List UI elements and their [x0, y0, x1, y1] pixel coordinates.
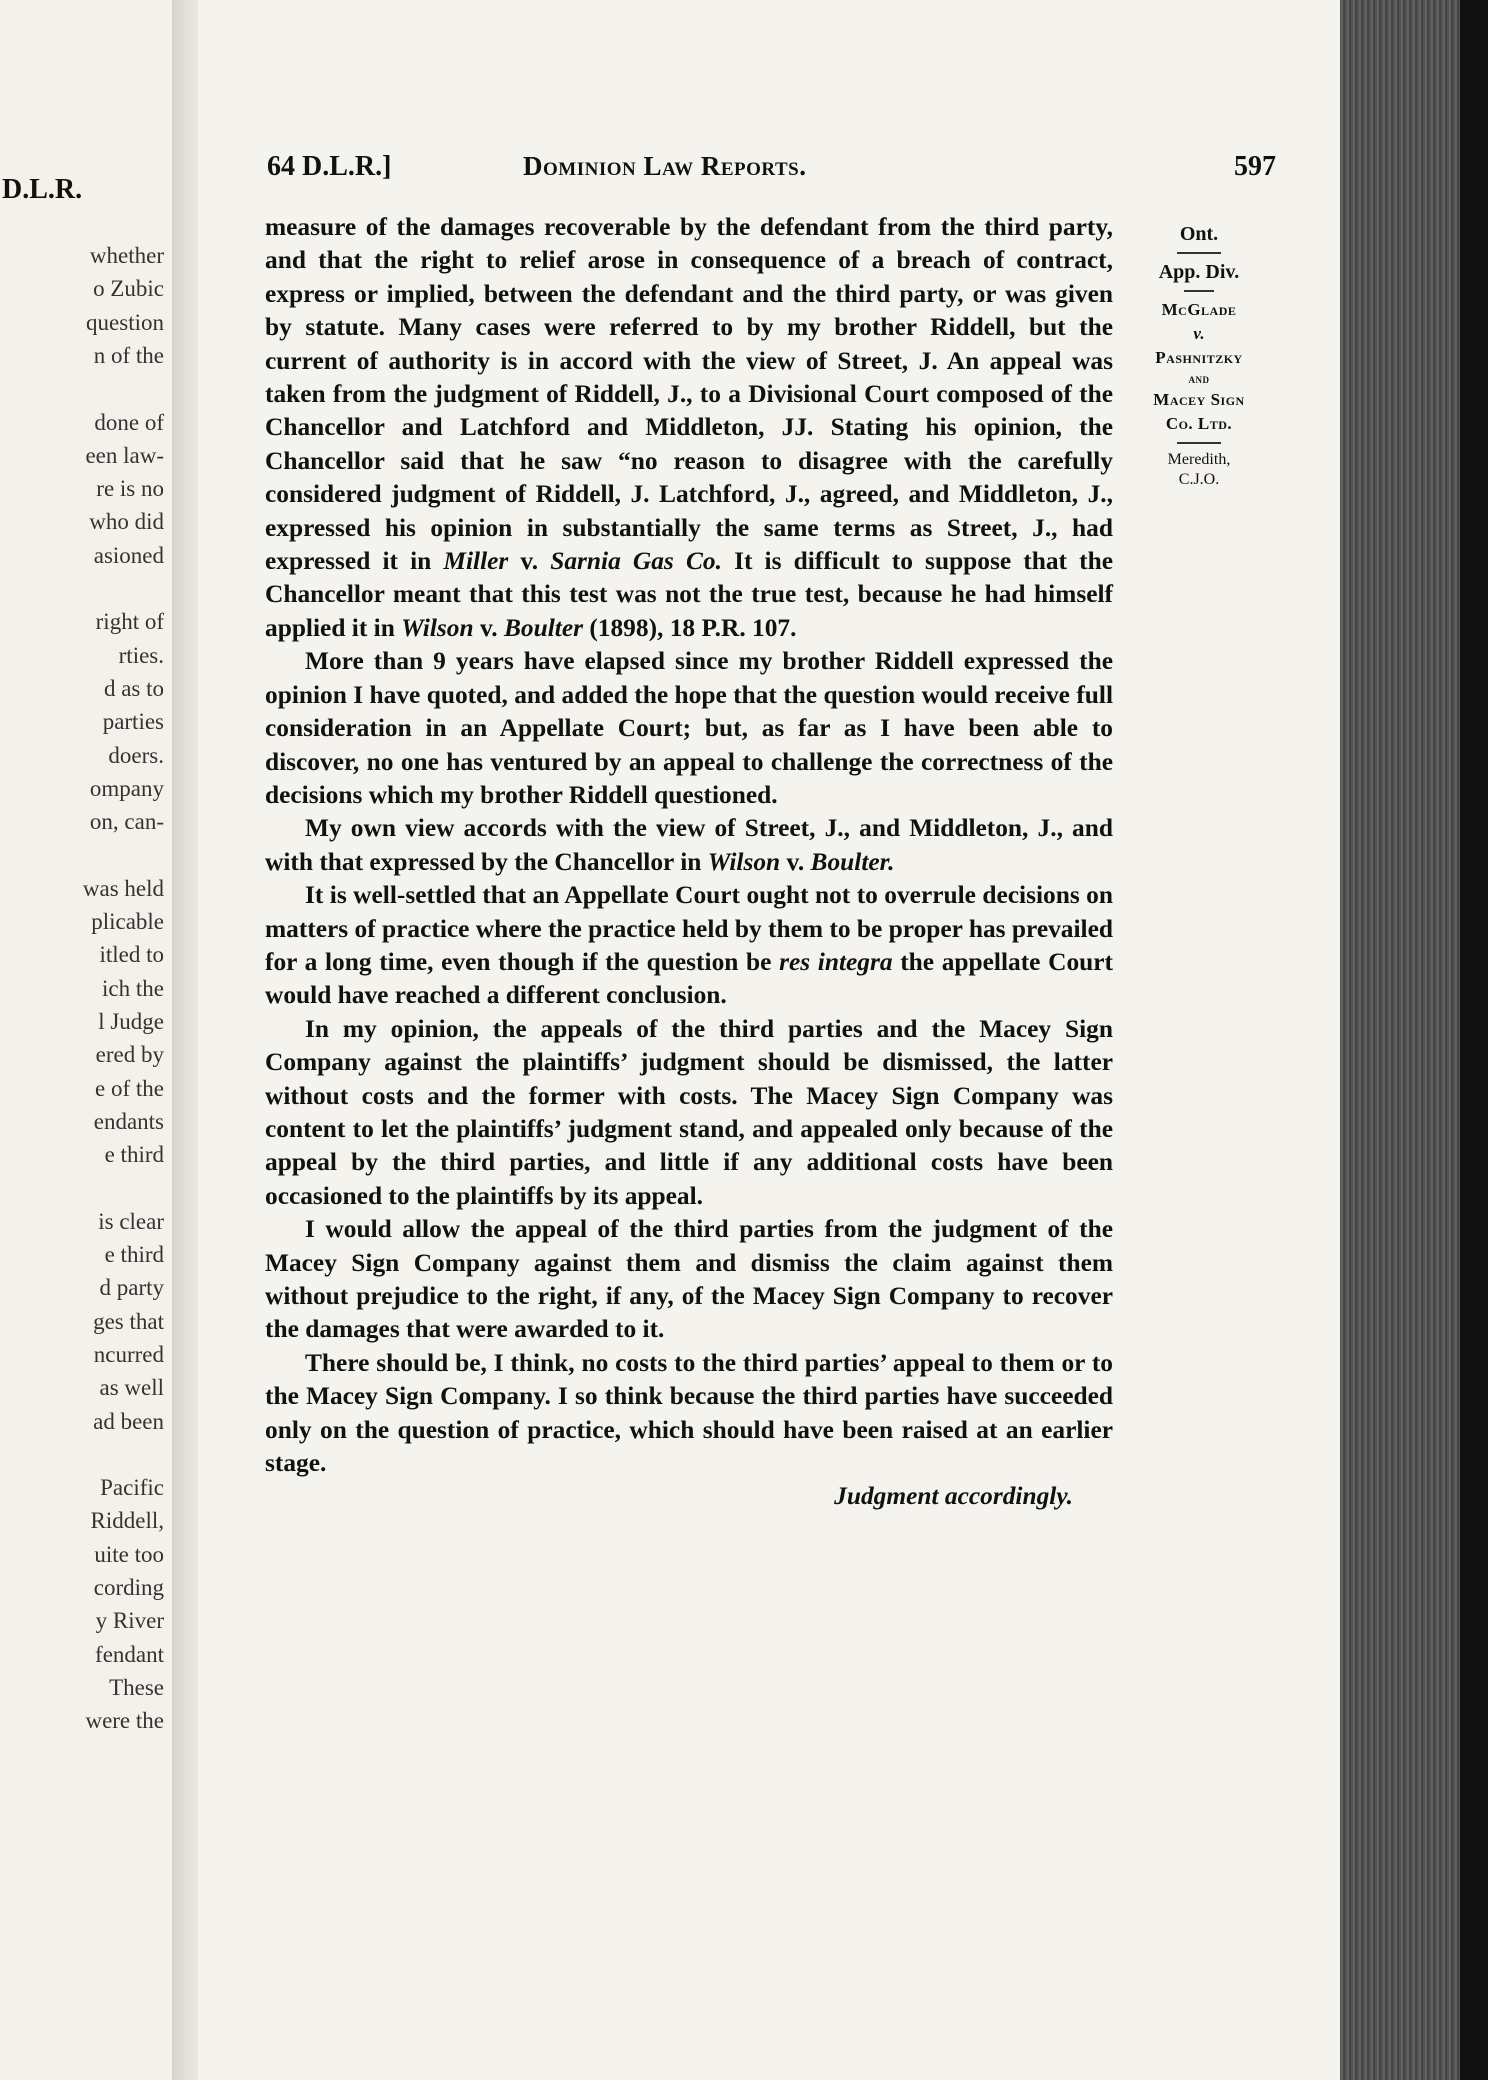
facing-page-line: rties.: [118, 642, 164, 668]
facing-page-line: as well: [99, 1375, 164, 1401]
paragraph: measure of the damages recoverable by the defendant from the third party, and that the right to relief arose in consequence of a breach of contract, express or implied, between the defendant and the third party, or was given by statute. Many cases were referred to by my brother Riddell, but the current of authority is in accord with the view of Street, J. An appeal was taken from the judgment of Riddell, J., to a Divisional Court composed of the Chancellor and Latchford and Middleton, JJ. Stating his opinion, the Chancellor said that he saw “no reason to disagree with the carefully considered judgment of Riddell, J. Latchford, J., agreed, and Middleton, J., expressed his opinion in substantially the same terms as Street, J., had expressed it in Miller v. Sarnia Gas Co. It is difficult to suppose that the Chancellor meant that this test was not the true test, because he had himself applied it in Wilson v. Boulter (1898), 18 P.R. 107.: [265, 213, 1113, 642]
court: Ont.: [1179, 223, 1219, 245]
facing-page-header: D.L.R.: [2, 174, 83, 205]
facing-page-line: asioned: [93, 542, 164, 568]
facing-page-line: ncurred: [93, 1341, 164, 1367]
paragraph: More than 9 years have elapsed since my brother Riddell expressed the opinion I have quoted, and added the hope that the question would receive full consideration in an Appellate Court; but, as far as I have been able to discover, no one has ventured by an appeal to challenge the correctness of the decisions which my brother Riddell questioned.: [265, 647, 1113, 809]
facing-page-line: right of: [95, 609, 164, 635]
case-name-1: McGlade: [1161, 300, 1237, 319]
closing-line: Judgment accordingly.: [834, 1482, 1073, 1511]
facing-page-line: ich the: [102, 975, 164, 1001]
paragraph: My own view accords with the view of Street, J., and Middleton, J., and with that expressed by the Chancellor in Wilson v. Boulter.: [265, 814, 1113, 876]
margin-note: [1130, 222, 1268, 490]
facing-page-line: done of: [94, 409, 164, 435]
facing-page-line: uite too: [94, 1541, 164, 1567]
facing-page-line: is clear: [98, 1208, 164, 1234]
facing-page: [0, 0, 172, 2080]
facing-page-line: doers.: [108, 742, 164, 768]
facing-page-line: l Judge: [98, 1008, 164, 1034]
paragraph: There should be, I think, no costs to the third parties’ appeal to them or to the Macey Sign Company. I so think because the third parties have succeeded only on the question of practice, which should have been raised at an earlier stage.: [265, 1348, 1113, 1478]
page-number: 597: [1234, 151, 1276, 182]
division: App. Div.: [1158, 261, 1240, 283]
facing-page-line: ad been: [93, 1408, 164, 1434]
facing-page-line: y River: [95, 1608, 164, 1634]
facing-page-line: o Zubic: [93, 276, 164, 302]
facing-page-line: plicable: [91, 909, 164, 934]
margin-rule: [1184, 290, 1214, 292]
facing-page-line: ompany: [89, 775, 164, 801]
facing-page-line: on, can-: [89, 809, 164, 835]
margin-rule: [1177, 442, 1221, 444]
facing-page-line: ered by: [95, 1042, 164, 1068]
facing-page-line: een law-: [85, 442, 164, 468]
background-edge: [1460, 0, 1488, 2080]
facing-page-line: was held: [82, 875, 164, 901]
facing-page-line: were the: [85, 1708, 164, 1734]
facing-page-line: Riddell,: [90, 1508, 164, 1534]
case-name-4: Co. Ltd.: [1165, 414, 1233, 433]
facing-page-line: ges that: [93, 1308, 164, 1334]
judgment-text: [265, 211, 1113, 1514]
facing-page-line: endants: [93, 1108, 164, 1134]
facing-page-line: re is no: [96, 476, 164, 502]
facing-page-line: These: [109, 1674, 164, 1700]
case-versus: v.: [1193, 324, 1205, 343]
facing-page-line: e third: [104, 1242, 164, 1267]
case-name-2: Pashnitzky: [1155, 348, 1243, 367]
paragraph: I would allow the appeal of the third parties from the judgment of the Macey Sign Company against them and dismiss the claim against them without prejudice to the right, if any, of the Macey Sign Company to recover the damages that were awarded to it.: [265, 1215, 1113, 1344]
facing-page-line: itled to: [99, 942, 164, 968]
paragraph: In my opinion, the appeals of the third parties and the Macey Sign Company against the plaintiffs’ judgment should be dismissed, the latter without costs and the former with costs. The Macey Sign Company was content to let the plaintiffs’ judgment stand, and appealed only because of the appeal by the third parties, and little if any additional costs have been occasioned to the plaintiffs by its appeal.: [265, 1014, 1113, 1210]
running-header: [267, 151, 1276, 191]
facing-page-line: e of the: [95, 1075, 164, 1101]
volume-ref: 64 D.L.R.]: [267, 151, 392, 182]
facing-page-line: d party: [99, 1275, 164, 1301]
facing-page-line: n of the: [93, 342, 164, 368]
facing-page-line: parties: [102, 709, 164, 735]
case-and: and: [1188, 371, 1210, 386]
paragraph: It is well-settled that an Appellate Court ought not to overrule decisions on matters of practice where the practice held by them to be proper has prevailed for a long time, even though if the question be res integra the appellate Court would have reached a different conclusion.: [265, 881, 1113, 1010]
facing-page-line: Pacific: [100, 1475, 164, 1501]
facing-page-line: cording: [93, 1575, 164, 1600]
facing-page-line: whether: [89, 243, 164, 268]
facing-page-line: fendant: [95, 1641, 164, 1667]
facing-page-line: who did: [89, 509, 164, 535]
book-gutter: [172, 0, 198, 2080]
margin-rule: [1177, 252, 1221, 254]
publication-title: Dominion Law Reports.: [523, 151, 807, 181]
judge-title: C.J.O.: [1178, 471, 1220, 488]
facing-page-line: question: [86, 309, 164, 335]
facing-page-line: d as to: [103, 675, 164, 701]
judge-name: Meredith,: [1167, 451, 1231, 468]
facing-page-line: e third: [104, 1142, 164, 1168]
case-name-3: Macey Sign: [1153, 390, 1245, 409]
